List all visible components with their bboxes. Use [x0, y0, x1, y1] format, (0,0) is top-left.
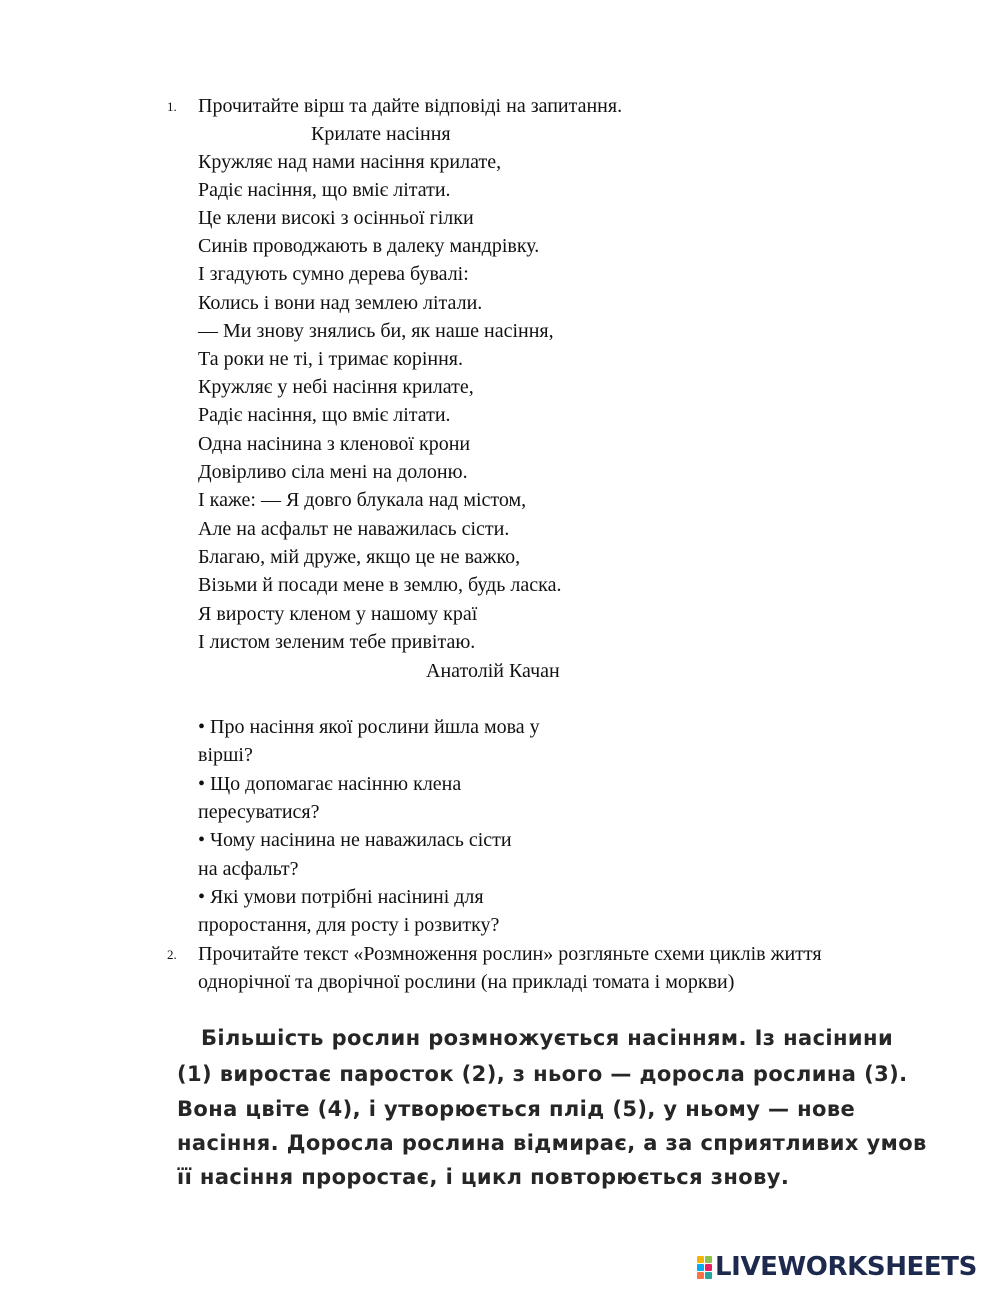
task2-instruction-line: Прочитайте текст «Розмноження рослин» розгляньте схеми циклів життя: [198, 943, 822, 965]
question-line: вірші?: [198, 744, 253, 766]
poem-line: Радіє насіння, що вміє літати.: [198, 179, 451, 201]
poem-line: Та роки не ті, і тримає коріння.: [198, 348, 463, 370]
task1-instruction: Прочитайте вірш та дайте відповіді на запитання.: [198, 95, 623, 117]
question-line: • Що допомагає насінню клена: [198, 773, 462, 795]
logo-square: [705, 1272, 712, 1279]
poem-line: Одна насінина з кленової крони: [198, 433, 471, 455]
logo-square: [697, 1272, 704, 1279]
poem-line: Я виросту кленом у нашому краї: [198, 603, 478, 625]
task1-number: 1.: [167, 99, 177, 114]
logo-text: LIVEWORKSHEETS: [715, 1252, 977, 1282]
question-line: пересуватися?: [198, 801, 320, 823]
logo-square: [697, 1264, 704, 1271]
scanned-text-line: Вона цвіте (4), і утворюється плід (5), у ньому — нове: [177, 1097, 856, 1121]
poem-line: І каже: — Я довго блукала над містом,: [198, 489, 527, 511]
poem-line: І листом зеленим тебе привітаю.: [198, 631, 476, 653]
poem-line: Візьми й посади мене в землю, будь ласка.: [198, 574, 562, 596]
task2-number: 2.: [167, 947, 177, 962]
poem-line: Синів проводжають в далеку мандрівку.: [198, 235, 540, 257]
poem-line: Благаю, мій друже, якщо це не важко,: [198, 546, 521, 568]
poem-line: Радіє насіння, що вміє літати.: [198, 404, 451, 426]
poem-line: — Ми знову знялись би, як наше насіння,: [198, 320, 554, 342]
scanned-text-line: її насіння проростає, і цикл повторюється знову.: [177, 1165, 790, 1189]
question-line: • Які умови потрібні насінині для: [198, 886, 484, 908]
poem-line: Це клени високі з осінньої гілки: [198, 207, 474, 229]
question-line: • Чому насінина не наважилась сісти: [198, 829, 512, 851]
task2-instruction-line: однорічної та дворічної рослини (на прикладі томата і моркви): [198, 971, 735, 993]
liveworksheets-logo: [697, 1252, 977, 1282]
question-line: • Про насіння якої рослини йшла мова у: [198, 716, 540, 738]
scanned-text-line: Більшість рослин розмножується насінням. Із насінини: [201, 1026, 894, 1050]
poem-title: Крилате насіння: [311, 123, 451, 145]
logo-square: [705, 1256, 712, 1263]
liveworksheets-mark-icon: [697, 1256, 712, 1279]
logo-square: [697, 1256, 704, 1263]
poem-author: Анатолій Качан: [426, 660, 560, 682]
question-line: проростання, для росту і розвитку?: [198, 914, 500, 936]
poem-line: Але на асфальт не наважилась сісти.: [198, 518, 510, 540]
poem-line: Довірливо сіла мені на долоню.: [198, 461, 468, 483]
scanned-text-line: (1) виростає паросток (2), з нього — доросла рослина (3).: [177, 1062, 908, 1086]
poem-line: Кружляє над нами насіння крилате,: [198, 151, 502, 173]
poem-line: І згадують сумно дерева бувалі:: [198, 263, 469, 285]
poem-line: Колись і вони над землею літали.: [198, 292, 483, 314]
scanned-text-line: насіння. Доросла рослина відмирає, а за сприятливих умов: [177, 1131, 927, 1155]
question-line: на асфальт?: [198, 858, 299, 880]
logo-square: [705, 1264, 712, 1271]
poem-line: Кружляє у небі насіння крилате,: [198, 376, 474, 398]
